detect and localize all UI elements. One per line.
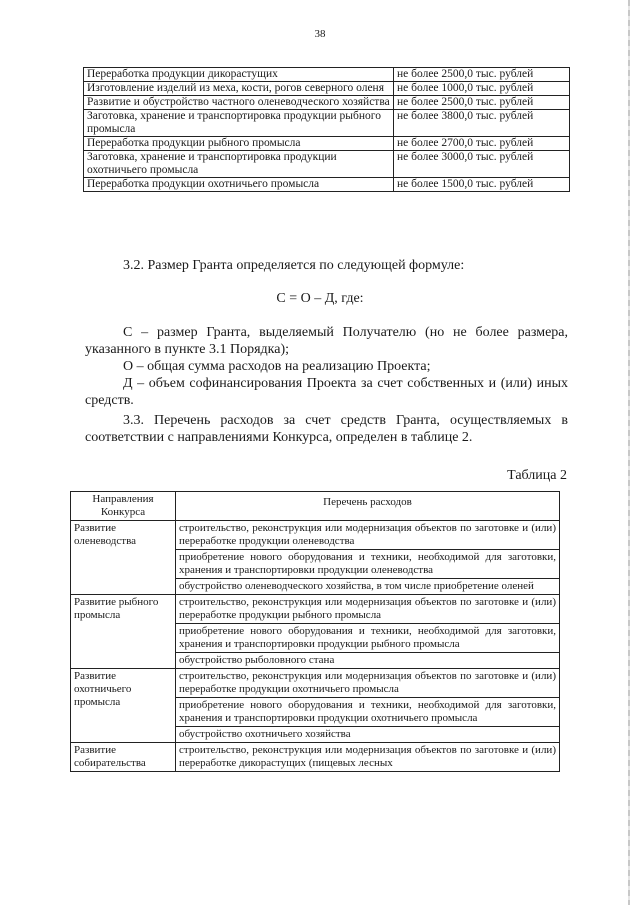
page-edge bbox=[628, 0, 630, 905]
paragraph-3-3: 3.3. Перечень расходов за счет средств Гранта, осуществляемых в соответствии с направлениями Конкурса, определен в таблице 2. bbox=[85, 413, 568, 445]
definition-o: О – общая сумма расходов на реализацию Проекта; bbox=[123, 359, 431, 374]
expenses-table-row bbox=[71, 521, 560, 550]
expense-item-cell: приобретение нового оборудования и техники, необходимой для заготовки, хранения и транспортировки продукции оленеводства bbox=[176, 550, 560, 579]
table-2-label: Таблица 2 bbox=[507, 468, 567, 483]
expense-item-cell: строительство, реконструкция или модернизация объектов по заготовке и (или) переработке продукции охотничьего промысла bbox=[176, 669, 560, 698]
grant-limits-table bbox=[83, 67, 570, 192]
expense-item-cell: строительство, реконструкция или модернизация объектов по заготовке и (или) переработке дикорастущих (пищевых лесных bbox=[176, 743, 560, 772]
limits-table-row bbox=[84, 96, 570, 110]
limit-cell: не более 3800,0 тыс. рублей bbox=[394, 110, 570, 137]
activity-cell: Заготовка, хранение и транспортировка продукции рыбного промысла bbox=[84, 110, 394, 137]
page-number: 38 bbox=[314, 28, 326, 40]
definition-c: С – размер Гранта, выделяемый Получателю (но не более размера, указанного в пункте 3.1 Порядка); bbox=[85, 325, 568, 357]
paragraph-3-2: 3.2. Размер Гранта определяется по следующей формуле: bbox=[123, 258, 465, 273]
limits-table-row bbox=[84, 82, 570, 96]
expenses-table-row bbox=[71, 595, 560, 624]
header-expenses: Перечень расходов bbox=[176, 492, 560, 521]
limit-cell: не более 2500,0 тыс. рублей bbox=[394, 96, 570, 110]
limits-table-row bbox=[84, 151, 570, 178]
direction-cell: Развитие собирательства bbox=[71, 743, 176, 772]
expenses-table-header bbox=[71, 492, 560, 521]
limit-cell: не более 1500,0 тыс. рублей bbox=[394, 178, 570, 192]
activity-cell: Развитие и обустройство частного оленеводческого хозяйства bbox=[84, 96, 394, 110]
grant-formula: С = О – Д, где: bbox=[276, 291, 364, 306]
limit-cell: не более 2500,0 тыс. рублей bbox=[394, 68, 570, 82]
expense-item-cell: приобретение нового оборудования и техники, необходимой для заготовки, хранения и транспортировки продукции охотничьего промысла bbox=[176, 698, 560, 727]
expenses-table-row bbox=[71, 743, 560, 772]
expense-item-cell: приобретение нового оборудования и техники, необходимой для заготовки, хранения и транспортировки продукции рыбного промысла bbox=[176, 624, 560, 653]
activity-cell: Переработка продукции рыбного промысла bbox=[84, 137, 394, 151]
limit-cell: не более 2700,0 тыс. рублей bbox=[394, 137, 570, 151]
expense-item-cell: обустройство оленеводческого хозяйства, в том числе приобретение оленей bbox=[176, 579, 560, 595]
expense-item-cell: обустройство рыболовного стана bbox=[176, 653, 560, 669]
expenses-table-row bbox=[71, 669, 560, 698]
limits-table-row bbox=[84, 137, 570, 151]
limits-table-row bbox=[84, 110, 570, 137]
header-direction: Направления Конкурса bbox=[71, 492, 176, 521]
expense-item-cell: строительство, реконструкция или модернизация объектов по заготовке и (или) переработке продукции рыбного промысла bbox=[176, 595, 560, 624]
direction-cell: Развитие оленеводства bbox=[71, 521, 176, 595]
activity-cell: Переработка продукции дикорастущих bbox=[84, 68, 394, 82]
activity-cell: Изготовление изделий из меха, кости, рогов северного оленя bbox=[84, 82, 394, 96]
activity-cell: Заготовка, хранение и транспортировка продукции охотничьего промысла bbox=[84, 151, 394, 178]
limits-table-row bbox=[84, 68, 570, 82]
direction-cell: Развитие рыбного промысла bbox=[71, 595, 176, 669]
definition-d: Д – объем софинансирования Проекта за счет собственных и (или) иных средств. bbox=[85, 376, 568, 408]
activity-cell: Переработка продукции охотничьего промысла bbox=[84, 178, 394, 192]
limit-cell: не более 3000,0 тыс. рублей bbox=[394, 151, 570, 178]
expense-item-cell: обустройство охотничьего хозяйства bbox=[176, 727, 560, 743]
expenses-table bbox=[70, 491, 560, 772]
direction-cell: Развитие охотничьего промысла bbox=[71, 669, 176, 743]
expense-item-cell: строительство, реконструкция или модернизация объектов по заготовке и (или) переработке продукции оленеводства bbox=[176, 521, 560, 550]
limit-cell: не более 1000,0 тыс. рублей bbox=[394, 82, 570, 96]
limits-table-row bbox=[84, 178, 570, 192]
